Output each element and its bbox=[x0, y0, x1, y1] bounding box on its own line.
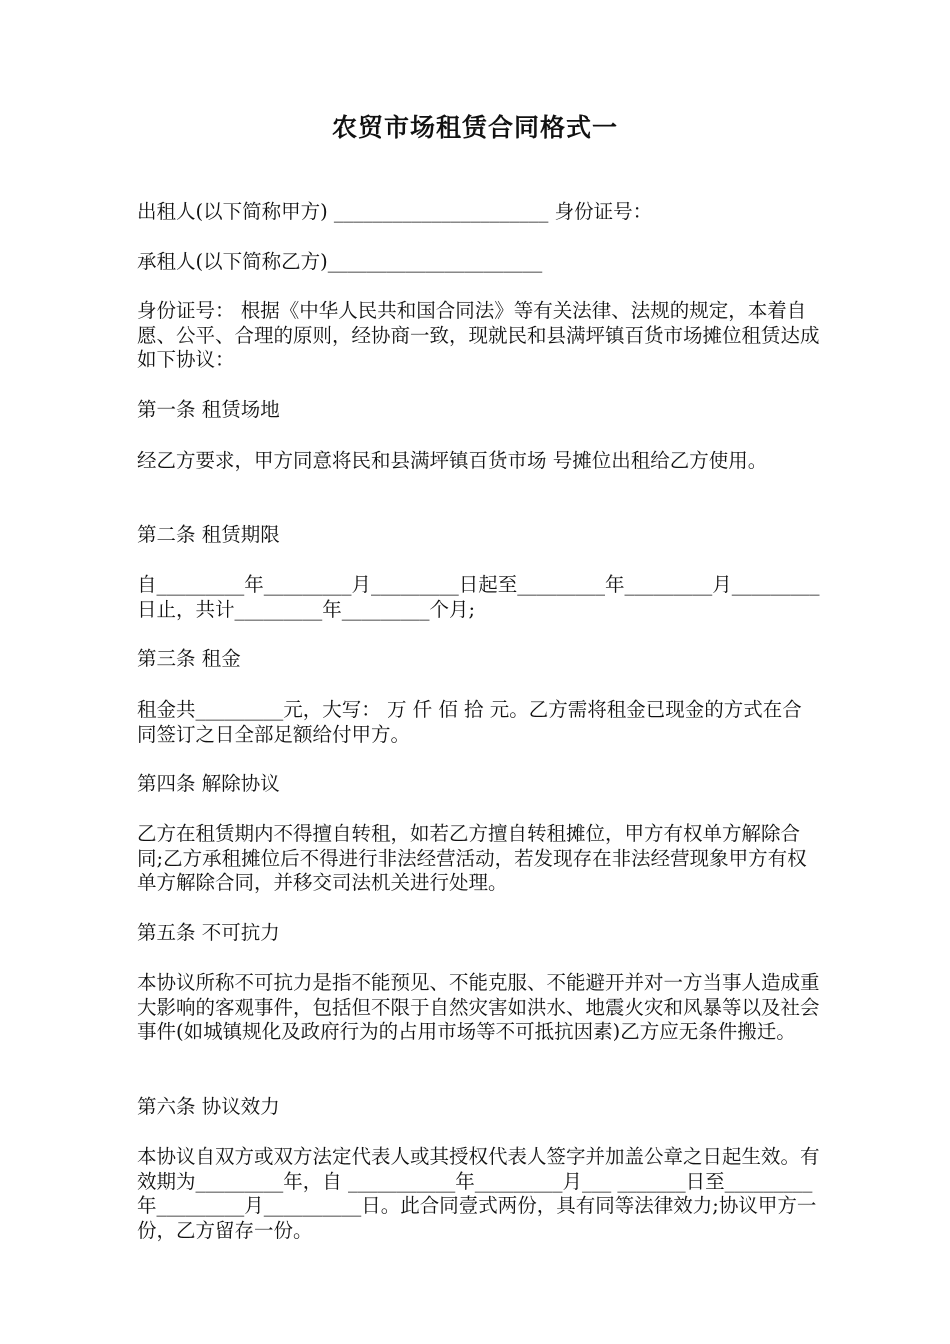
article-1-body: 经乙方要求，甲方同意将民和县满坪镇百货市场 号摊位出租给乙方使用。 bbox=[137, 449, 768, 472]
article-4-body: 乙方在租赁期内不得擅自转租，如若乙方擅自转租摊位，甲方有权单方解除合同;乙方承租摊位后不得进行非法经营活动，若发现存在非法经营现象甲方有权单方解除合同，并移交司法机关进行处理。 bbox=[137, 822, 807, 894]
article-1-heading: 第一条 租赁场地 bbox=[137, 398, 280, 421]
article-2-heading: 第二条 租赁期限 bbox=[137, 523, 280, 546]
preamble-paragraph: 身份证号： 根据《中华人民共和国合同法》等有关法律、法规的规定，本着自愿、公平、合理的原则，经协商一致，现就民和县满坪镇百货市场摊位租赁达成如下协议： bbox=[137, 299, 820, 371]
article-5-heading: 第五条 不可抗力 bbox=[137, 921, 280, 944]
article-6-body: 本协议自双方或双方法定代表人或其授权代表人签字并加盖公章之日起生效。有效期为_________年，自 ___________年_________月___ _______日至_________年_________月__________日。此合同壹式两份，具有同等法律效力;协议甲方一份，乙方留存一份。 bbox=[137, 1145, 820, 1242]
lessor-line: 出租人(以下简称甲方) ______________________ 身份证号： bbox=[137, 200, 653, 223]
lessee-line: 承租人(以下简称乙方)______________________ bbox=[137, 250, 543, 273]
document-title: 农贸市场租赁合同格式一 bbox=[331, 113, 618, 142]
article-2-body: 自_________年_________月_________日起至_________年_________月_________日止，共计_________年_________个月; bbox=[137, 573, 820, 621]
article-3-body: 租金共_________元，大写： 万 仟 佰 拾 元。乙方需将租金已现金的方式在合同签订之日全部足额给付甲方。 bbox=[137, 698, 802, 746]
article-4-heading: 第四条 解除协议 bbox=[137, 772, 280, 795]
article-6-heading: 第六条 协议效力 bbox=[137, 1095, 280, 1118]
article-5-body: 本协议所称不可抗力是指不能预见、不能克服、不能避开并对一方当事人造成重大影响的客观事件，包括但不限于自然灾害如洪水、地震火灾和风暴等以及社会事件(如城镇规化及政府行为的占用市场等不可抵抗因素)乙方应无条件搬迁。 bbox=[137, 971, 820, 1043]
article-3-heading: 第三条 租金 bbox=[137, 647, 241, 670]
